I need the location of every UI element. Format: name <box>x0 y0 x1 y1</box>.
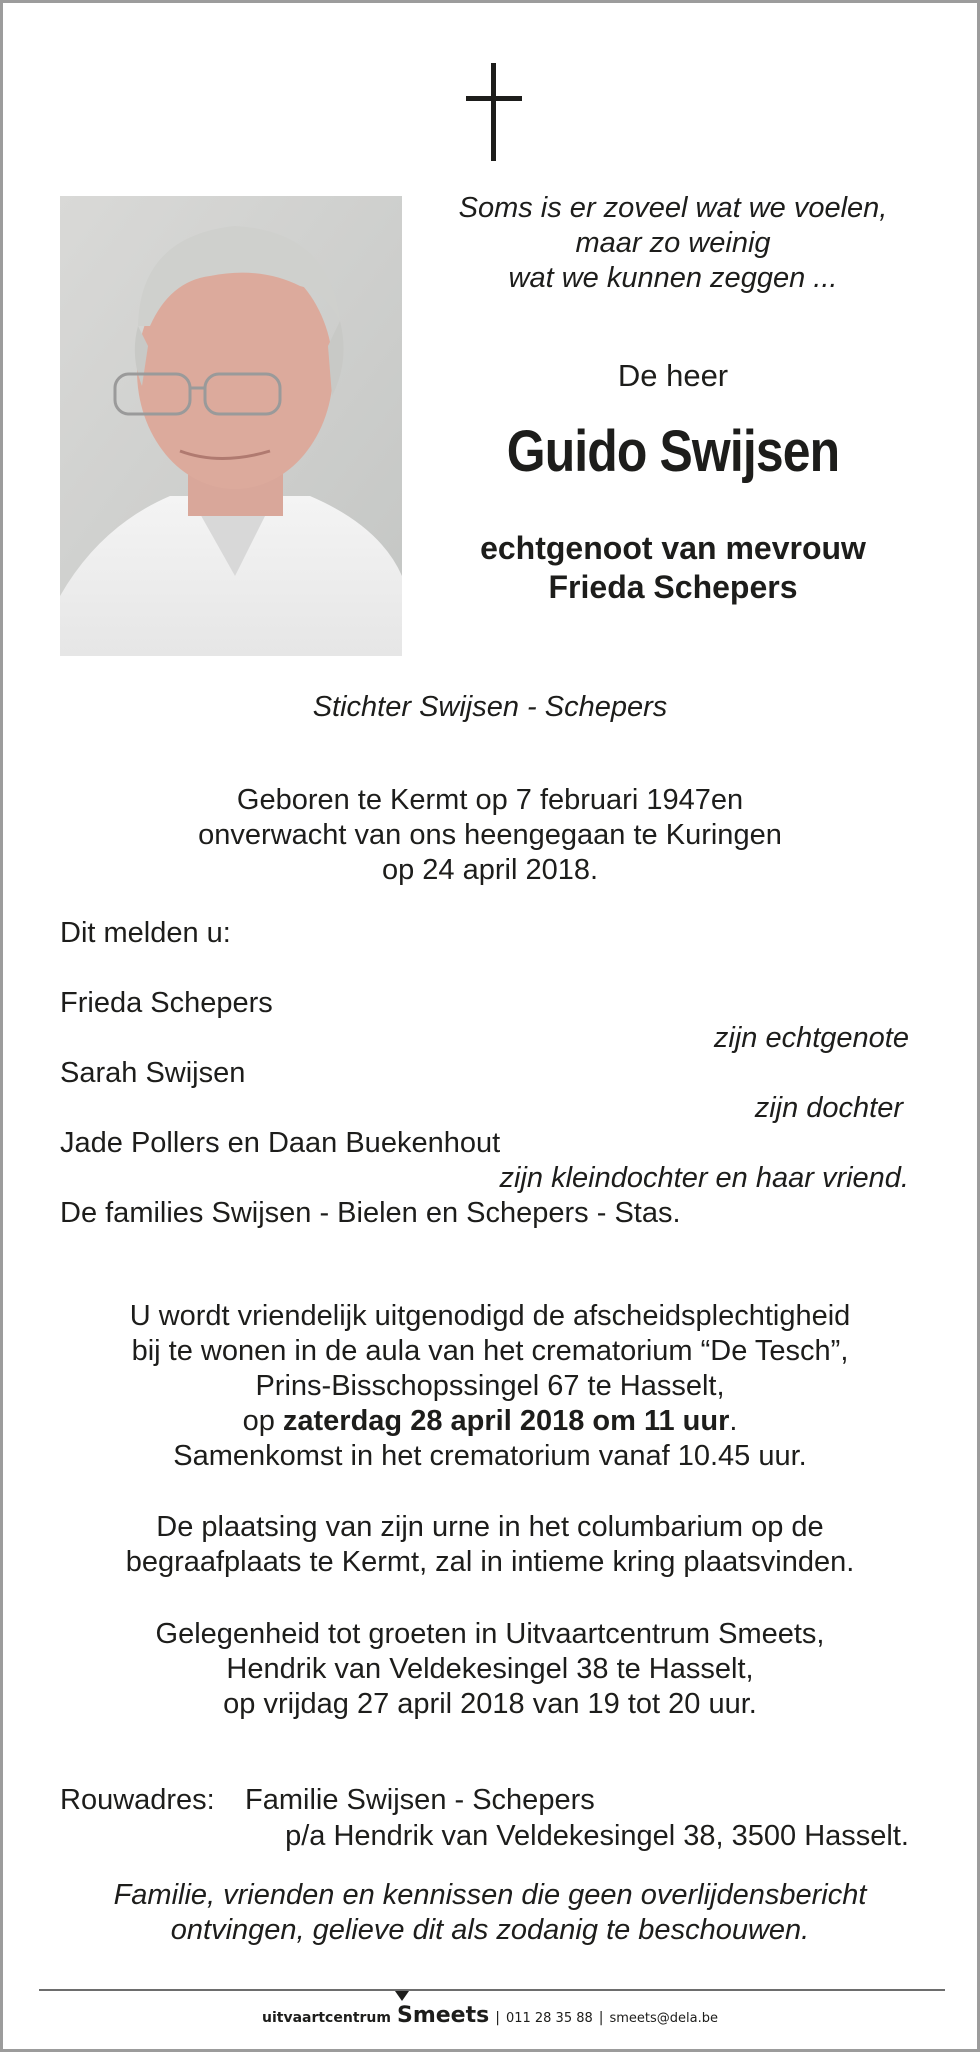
cross-icon <box>464 63 524 163</box>
ceremony-datetime: zaterdag 28 april 2018 om 11 uur <box>282 1405 730 1437</box>
relative-name: Frieda Schepers <box>60 987 273 1019</box>
birth-death-text <box>3 783 977 888</box>
footer-phone: 011 28 35 88 <box>505 2011 593 2026</box>
footer-separator: | <box>598 2010 604 2026</box>
greeting-line: op vrijdag 27 april 2018 van 19 tot 20 uur. <box>223 1688 757 1720</box>
poem-line: Soms is er zoveel wat we voelen, <box>458 192 888 224</box>
portrait-photo <box>60 196 402 656</box>
relative-relation: zijn dochter <box>754 1092 903 1124</box>
spouse-name: Frieda Schepers <box>548 569 798 605</box>
invitation-line: Samenkomst in het crematorium vanaf 10.45 uur. <box>173 1440 807 1472</box>
families-line: De families Swijsen - Bielen en Schepers - Stas. <box>60 1197 681 1229</box>
death-date-line: op 24 april 2018. <box>381 854 599 886</box>
greeting-line: Gelegenheid tot groeten in Uitvaartcentrum Smeets, <box>155 1618 825 1650</box>
notice-text <box>3 1878 977 1948</box>
urn-text <box>3 1510 977 1580</box>
invitation-text <box>3 1299 977 1474</box>
spouse-line <box>423 529 923 607</box>
invitation-date-suffix: . <box>729 1405 738 1437</box>
greeting-text <box>3 1617 977 1722</box>
footer-email: smeets@dela.be <box>609 2011 719 2026</box>
birth-line: Geboren te Kermt op 7 februari 1947en <box>236 784 744 816</box>
invitation-line: bij te wonen in de aula van het crematorium “De Tesch”, <box>131 1335 849 1367</box>
greeting-line: Hendrik van Veldekesingel 38 te Hasselt, <box>226 1653 754 1685</box>
poem-line: maar zo weinig <box>575 227 771 259</box>
invitation-line: U wordt vriendelijk uitgenodigd de afscheidsplechtigheid <box>129 1300 851 1332</box>
poem <box>423 191 923 296</box>
footer-brand-name: Smeets <box>396 2003 490 2028</box>
mourning-address-name: Familie Swijsen - Schepers <box>245 1784 595 1816</box>
footer <box>3 2003 977 2031</box>
notice-line: Familie, vrienden en kennissen die geen overlijdensbericht <box>113 1879 867 1911</box>
invitation-date-prefix: op <box>242 1405 283 1437</box>
mourning-address-label: Rouwadres: <box>60 1784 215 1816</box>
relative-relation: zijn echtgenote <box>713 1022 909 1054</box>
mourning-address-street: p/a Hendrik van Veldekesingel 38, 3500 Hasselt. <box>285 1820 909 1852</box>
title-prefix: De heer <box>617 358 729 393</box>
deceased-name: Guido Swijsen <box>506 419 840 484</box>
poem-line: wat we kunnen zeggen ... <box>508 262 838 294</box>
footer-divider <box>39 1989 945 1991</box>
founder-line: Stichter Swijsen - Schepers <box>312 691 668 723</box>
announce-intro: Dit melden u: <box>60 917 231 949</box>
death-line: onverwacht van ons heengegaan te Kuringen <box>198 819 782 851</box>
divider-marker-icon <box>395 1991 409 2001</box>
invitation-line: Prins-Bisschopssingel 67 te Hasselt, <box>255 1370 725 1402</box>
urn-line: begraafplaats te Kermt, zal in intieme kring plaatsvinden. <box>125 1546 855 1578</box>
spouse-relation: echtgenoot van mevrouw <box>480 530 866 566</box>
notice-line: ontvingen, gelieve dit als zodanig te beschouwen. <box>170 1914 810 1946</box>
urn-line: De plaatsing van zijn urne in het columbarium op de <box>156 1511 824 1543</box>
relative-relation: zijn kleindochter en haar vriend. <box>499 1162 909 1194</box>
relative-name: Sarah Swijsen <box>60 1057 246 1089</box>
footer-separator: | <box>495 2010 500 2026</box>
footer-brand-prefix: uitvaartcentrum <box>261 2010 391 2026</box>
invitation-date-line <box>3 1404 977 1439</box>
relative-name: Jade Pollers en Daan Buekenhout <box>60 1127 501 1159</box>
